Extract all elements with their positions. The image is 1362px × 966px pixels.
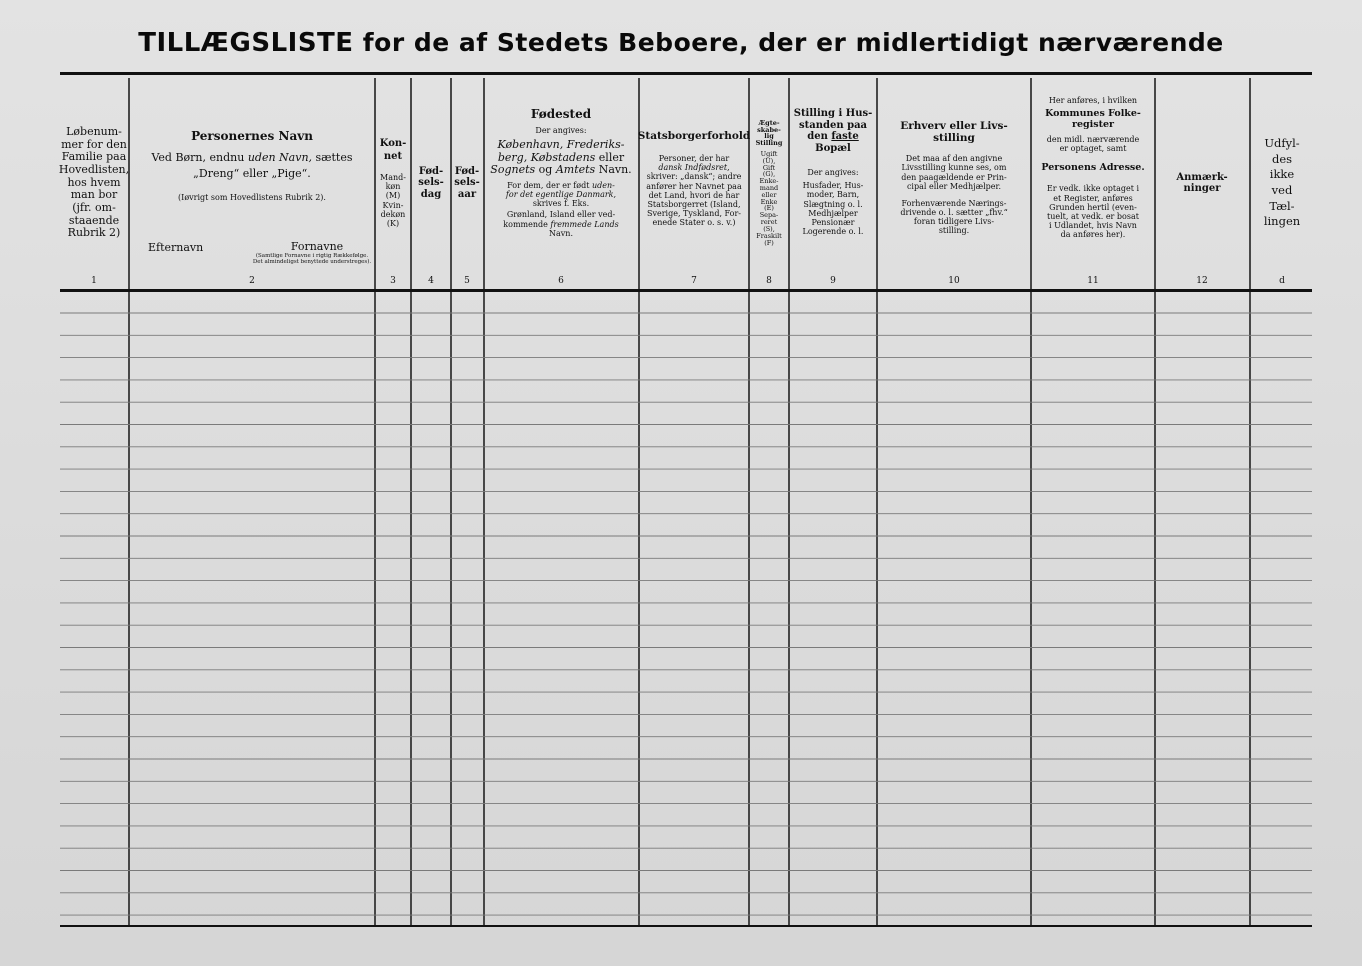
column-10-p1: Det maa af den angivne Livsstilling kunne ses, om den paagældende er Prin- cipal eller Medhjælper. [901,154,1007,191]
column-9-sub: Der angives: [807,168,859,177]
column-2-line1-a: Ved Børn, endnu [151,150,245,164]
column-6-p2it: uden- for det egentlige Danmark, [505,180,617,200]
column-d-header [1252,78,1312,288]
column-2-number: 2 [249,276,255,286]
column-11-number: 11 [1087,276,1099,286]
column-4-title-c: dag [420,188,442,200]
column-6-p2a: For dem, der er født [507,180,590,190]
column-6-p2b: skrives f. Eks. [532,199,590,209]
column-2-line2: „Dreng“ eller „Pige“. [193,167,311,181]
column-1-number: 1 [91,276,97,286]
column-2-note: (Iøvrigt som Hovedlistens Rubrik 2). [178,193,326,203]
column-6-sub: Der angives: [535,125,587,135]
column-7-p1: Personer, der har [658,154,730,164]
column-d-text: Udfyl- des ikke ved Tæl- lingen [1263,136,1301,229]
column-6-title: Fødested [530,107,592,121]
column-10-header [878,78,1030,288]
column-2-sub-right-note: (Samtlige Fornavne i rigtig Rækkefølge. Det almindeligst benyttede understreges). [252,253,372,265]
bottom-rule [60,925,1312,927]
column-11-p0: Her anføres, i hvilken [1048,96,1138,105]
column-12-header [1156,78,1248,288]
column-9-title [794,108,873,143]
column-6-it1: København, Frederiks- berg, Købstadens [497,137,625,164]
column-9-title-ul: faste [831,131,859,142]
column-3-number: 3 [390,276,396,286]
column-2-line1-it: uden Navn, [247,150,313,164]
column-5-number: 5 [464,276,470,286]
column-6-it3: Amtets [555,163,596,177]
header-rule [60,289,1312,292]
column-5-title-b: sels- [454,177,480,189]
column-3-header [376,78,410,288]
column-2-title: Personernes Navn [191,129,313,143]
column-6-it1b: eller [598,150,625,164]
column-6-it3b: Navn. [598,163,632,177]
column-6-p3a: Grønland, Island eller ved- kommende [503,210,616,229]
column-12-number: 12 [1196,276,1208,286]
column-5-header [452,78,482,288]
column-7-number: 7 [691,276,697,286]
column-2-line1-b: sættes [315,150,353,164]
column-3-title-b: net [383,151,403,163]
column-3-text: Mand- køn (M) Kvin- dekøn (K) [380,172,406,228]
column-11-p2: Er vedk. ikke optaget i et Register, anføres Grunden hertil (even- tuelt, at vedk. er bosat i Udlandet, hvis Navn da anføres her). [1046,184,1140,240]
column-11-p1: den midl. nærværende er optaget, samt [1046,135,1140,154]
column-7-title: Statsborgerforhold [637,130,751,142]
column-3-title-a: Kon- [379,137,407,149]
column-10-p2: Forhenværende Nærings- drivende o. l. sætter „fhv.“ foran tidligere Livs- stilling. [900,198,1008,236]
column-2-sub-right: Fornavne [290,240,344,253]
column-4-title-a: Fød- [418,165,444,177]
column-8-text: Ugift (U), Gift (G), Enke- mand eller Enke (E) Sepa- reret (S), Fraskilt (F) [756,149,782,247]
column-1-text: Løbenum- mer for den Familie paa Hovedlisten, hos hvem man bor (jfr. om- staaende Rubrik 2) [58,125,130,240]
column-7-p1it: dansk Indfødsret, [658,163,730,173]
form-title-rest: for de af Stedets Beboere, der er midlertidigt nærværende [362,28,1224,57]
column-12-title: Anmærk- ninger [1176,171,1228,194]
column-6-p3 [503,210,618,228]
column-6-it2b: og [538,163,553,177]
column-6-p3it: fremmede Lands [550,219,619,229]
column-6-places-2 [490,164,631,177]
column-2-sub-left: Efternavn [148,241,204,254]
column-9-text: Husfader, Hus- moder, Barn, Slægtning o. l. Medhjælper Pensionær Logerende o. l. [802,181,864,237]
column-1-header [60,78,128,288]
column-2-line1 [151,152,352,165]
column-11-title: Kommunes Folke- register [1045,108,1141,131]
form-title-lead: TILLÆGSLISTE [138,28,354,58]
column-11-title2: Personens Adresse. [1041,162,1145,174]
column-7-header [637,78,751,288]
column-6-p3b: Navn. [549,228,573,238]
column-4-header [412,78,450,288]
column-6-header [486,78,636,288]
column-10-title: Erhverv eller Livs- stilling [900,120,1008,145]
column-8-header [750,78,788,288]
column-11-header [1032,78,1154,288]
column-5-title-c: aar [457,188,477,200]
column-10-number: 10 [948,276,960,286]
column-4-title-b: sels- [418,177,444,189]
column-6-places [498,139,625,164]
column-9-title-end: Bopæl [815,142,851,154]
column-6-it2: Sognets [490,163,536,177]
column-d-number: d [1279,276,1285,286]
column-7-p2: skriver: „dansk“; andre anfører her Navnet paa det Land, hvori de har Statsborgerret (Island, Sverige, Tyskland, For- enede Stater o. s. v.) [646,172,742,228]
column-8-title: Ægte- skabe- lig Stilling [755,118,783,148]
column-9-number: 9 [830,276,836,286]
column-5-title-a: Fød- [454,165,480,177]
column-9-header [790,78,876,288]
column-6-p2 [506,181,616,199]
column-8-number: 8 [766,276,772,286]
column-6-number: 6 [558,276,564,286]
column-9-title-a: Stilling i Hus- standen paa den [793,108,873,142]
column-4-number: 4 [428,276,434,286]
